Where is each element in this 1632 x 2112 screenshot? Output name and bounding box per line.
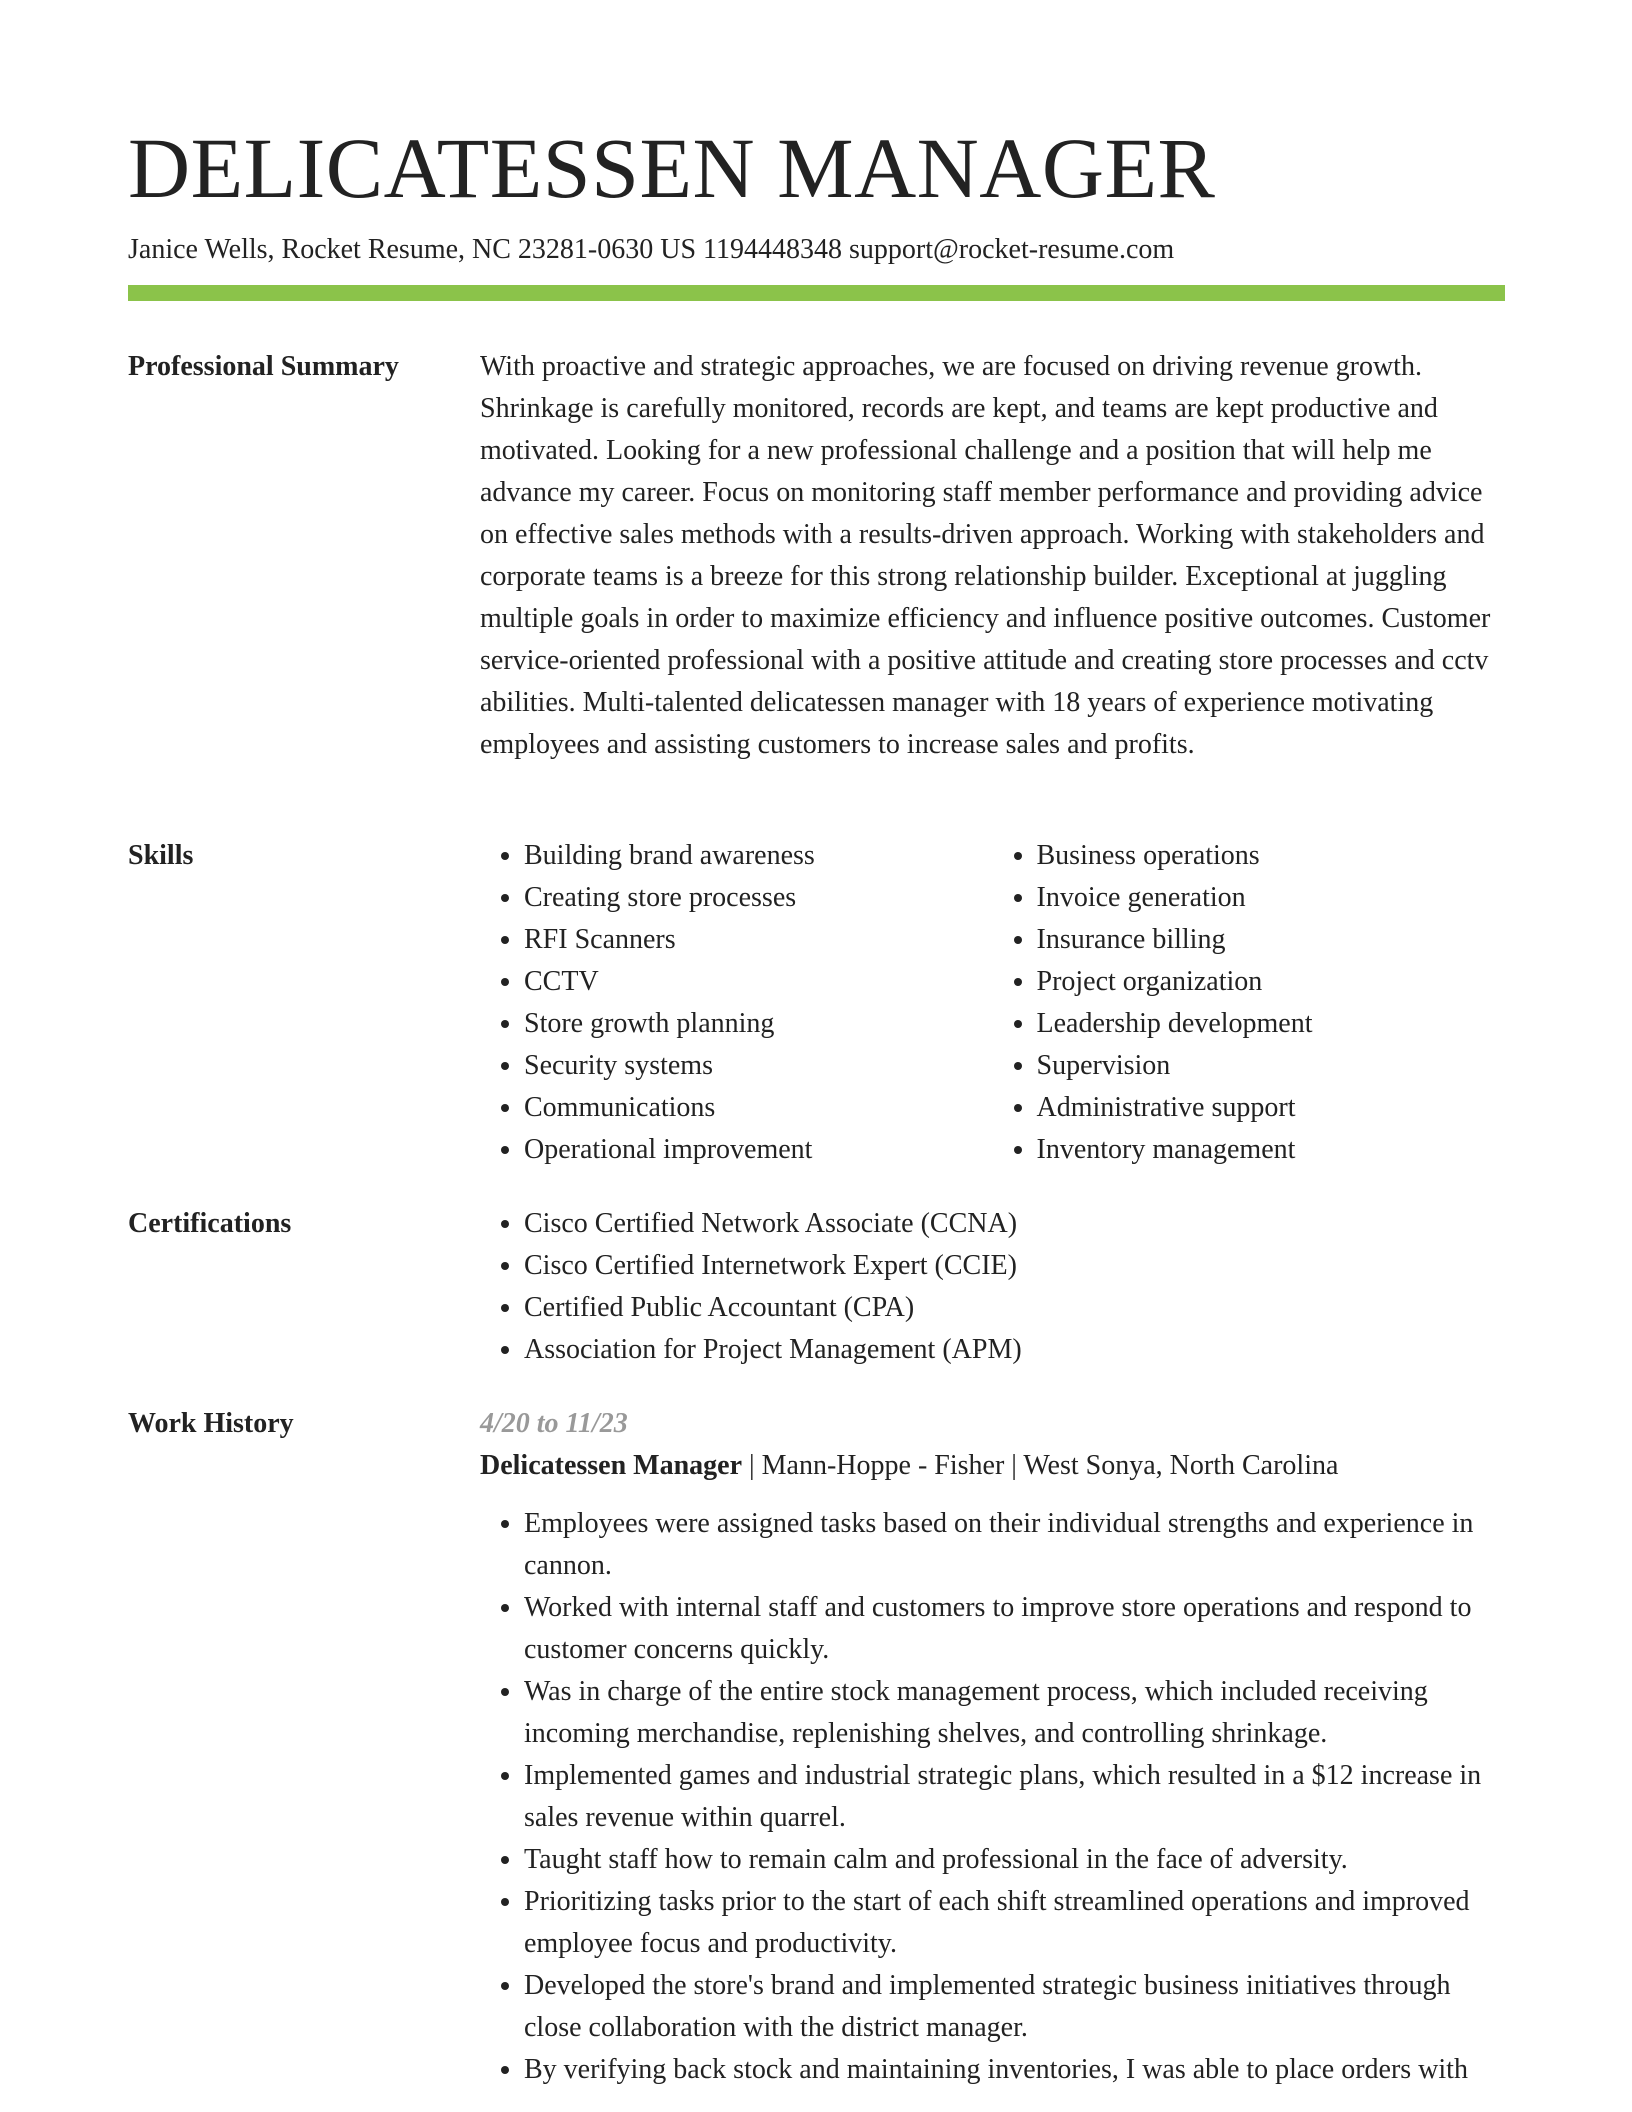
job-employer-location: | Mann-Hoppe - Fisher | West Sonya, North Carolina bbox=[742, 1450, 1339, 1481]
summary-heading: Professional Summary bbox=[128, 351, 399, 382]
skill-item: • RFI Scanners bbox=[524, 919, 993, 961]
work-history-heading: Work History bbox=[128, 1408, 294, 1439]
skill-item: • Store growth planning bbox=[524, 1003, 993, 1045]
job-duty-item: • Employees were assigned tasks based on their individual strengths and experience in cannon. bbox=[524, 1503, 1505, 1587]
job-duty-item: • Developed the store's brand and implemented strategic business initiatives through close collaboration with the district manager. bbox=[524, 1965, 1505, 2049]
skill-item: • Business operations bbox=[1037, 835, 1506, 877]
job-duty-item: • Was in charge of the entire stock management process, which included receiving incoming merchandise, replenishing shelves, and controlling shrinkage. bbox=[524, 1671, 1505, 1755]
job-title: Delicatessen Manager bbox=[480, 1450, 743, 1481]
certification-item: • Cisco Certified Internetwork Expert (CCIE) bbox=[524, 1245, 1505, 1287]
work-history-body bbox=[480, 1403, 1505, 2091]
skill-item: • Communications bbox=[524, 1087, 993, 1129]
certification-item: • Certified Public Accountant (CPA) bbox=[524, 1287, 1505, 1329]
skill-item: • Project organization bbox=[1037, 961, 1506, 1003]
skill-item: • Administrative support bbox=[1037, 1087, 1506, 1129]
skill-item: • Insurance billing bbox=[1037, 919, 1506, 961]
summary-body bbox=[480, 346, 1505, 766]
skills-list-left bbox=[480, 835, 993, 1171]
job-header bbox=[480, 1445, 1505, 1487]
skill-item: • Security systems bbox=[524, 1045, 993, 1087]
header-divider bbox=[128, 285, 1505, 301]
skill-item: • Supervision bbox=[1037, 1045, 1506, 1087]
skill-item: • Building brand awareness bbox=[524, 835, 993, 877]
skill-item: • Operational improvement bbox=[524, 1129, 993, 1171]
certifications-list bbox=[480, 1203, 1505, 1371]
job-duties-list bbox=[480, 1503, 1505, 2091]
certification-item: • Association for Project Management (APM) bbox=[524, 1329, 1505, 1371]
skill-item: • Invoice generation bbox=[1037, 877, 1506, 919]
contact-line: Janice Wells, Rocket Resume, NC 23281-0630 US 1194448348 support@rocket-resume.com bbox=[128, 234, 1175, 265]
job-date: 4/20 to 11/23 bbox=[480, 1408, 628, 1439]
skills-heading: Skills bbox=[128, 840, 194, 871]
job-duty-item: • Implemented games and industrial strategic plans, which resulted in a $12 increase in sales revenue within quarrel. bbox=[524, 1755, 1505, 1839]
skill-item: • Creating store processes bbox=[524, 877, 993, 919]
certifications-heading: Certifications bbox=[128, 1208, 292, 1239]
skill-item: • Leadership development bbox=[1037, 1003, 1506, 1045]
job-duty-item: • By verifying back stock and maintaining inventories, I was able to place orders with bbox=[524, 2049, 1505, 2091]
summary-text: With proactive and strategic approaches, we are focused on driving revenue growth. Shrinkage is carefully monitored, records are kept, and teams are kept productive and motivated. Looking for a new professional challenge and a position that will help me advance my career. Focus on monitoring staff member performance and providing advice on effective sales methods with a results-driven approach. Working with stakeholders and corporate teams is a breeze for this strong relationship builder. Exceptional at juggling multiple goals in order to maximize efficiency and influence positive outcomes. Customer service-oriented professional with a positive attitude and creating store processes and cctv abilities. Multi-talented delicatessen manager with 18 years of experience motivating employees and assisting customers to increase sales and profits. bbox=[480, 351, 1491, 760]
job-duty-item: • Prioritizing tasks prior to the start of each shift streamlined operations and improved employee focus and productivity. bbox=[524, 1881, 1505, 1965]
resume-title: DELICATESSEN MANAGER bbox=[128, 120, 1216, 216]
certification-item: • Cisco Certified Network Associate (CCNA) bbox=[524, 1203, 1505, 1245]
job-duty-item: • Taught staff how to remain calm and professional in the face of adversity. bbox=[524, 1839, 1505, 1881]
certifications-body bbox=[480, 1203, 1505, 1371]
skill-item: • Inventory management bbox=[1037, 1129, 1506, 1171]
skill-item: • CCTV bbox=[524, 961, 993, 1003]
skills-body bbox=[480, 835, 1505, 1171]
skills-list-right bbox=[993, 835, 1506, 1171]
job-duty-item: • Worked with internal staff and customers to improve store operations and respond to customer concerns quickly. bbox=[524, 1587, 1505, 1671]
